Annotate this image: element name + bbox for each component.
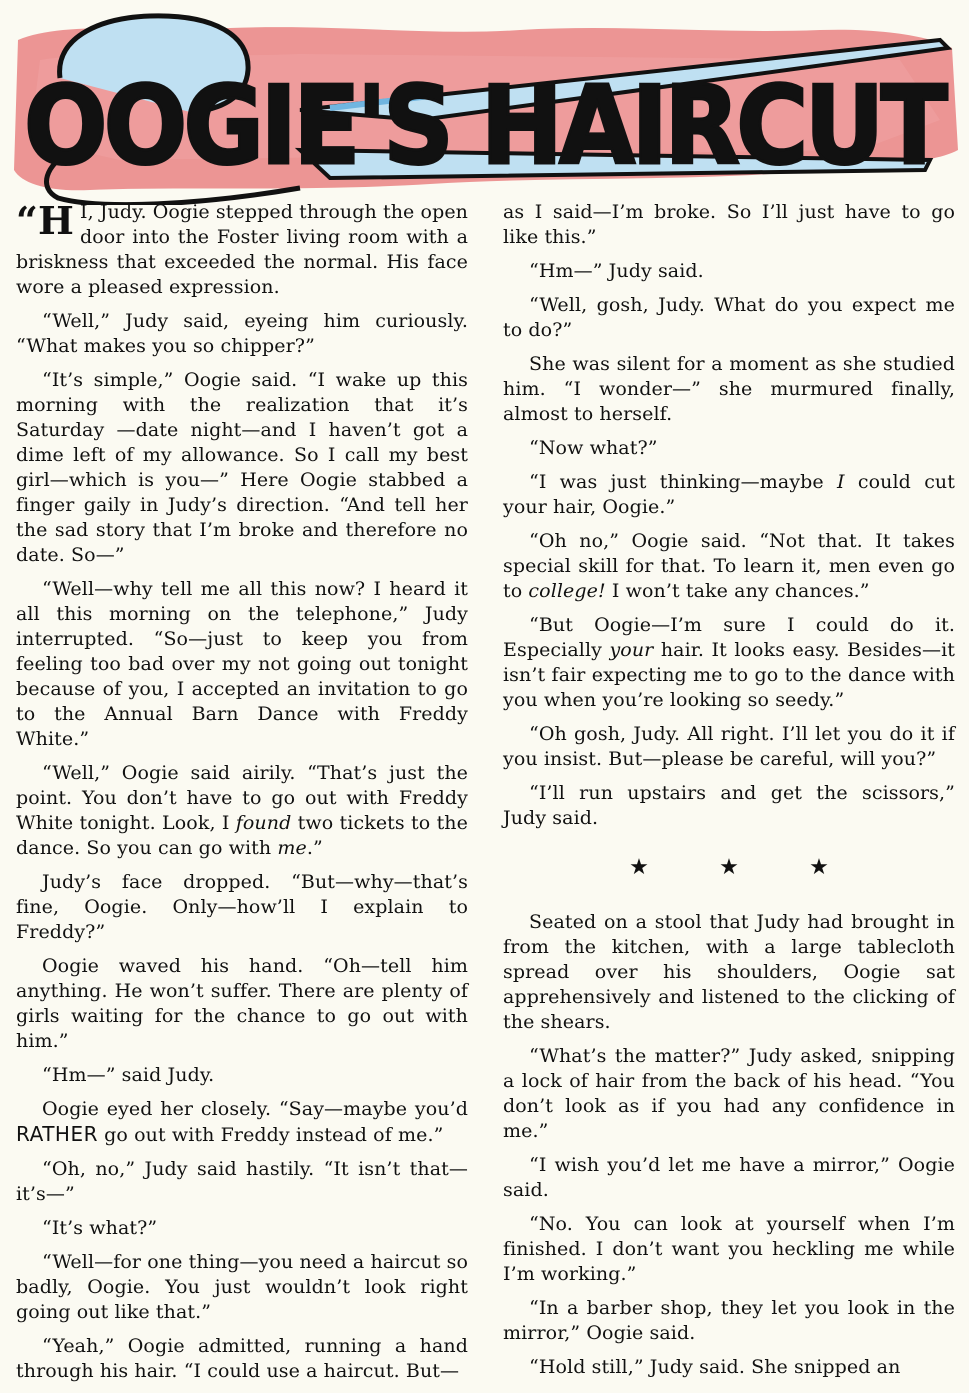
paragraph: “Hm—” Judy said. xyxy=(529,260,704,282)
paragraph: “In a barber shop, they let you look in the mirror,” Oogie said. xyxy=(503,1297,955,1344)
paragraph: “I was just thinking—maybe I could cut your hair, Oogie.” xyxy=(503,471,956,518)
paragraph: Oogie waved his hand. “Oh—tell him anything. He won’t suffer. There are plenty of girls waiting for the chance to go out with him.” xyxy=(16,955,468,1052)
star-icon: ★ xyxy=(629,855,649,880)
paragraph: “Well—why tell me all this now? I heard it all this morning on the telephone,” Judy interrupted. “So—just to keep you from feeling too bad over my not going out tonight because of you, I accepted an invitation to go to the Annual Barn Dance with Freddy White.” xyxy=(16,578,468,750)
paragraph: “Yeah,” Oogie admitted, running a hand through his hair. “I could use a haircut. But— xyxy=(16,1335,468,1382)
paragraph: as I said—I’m broke. So I’ll just have to go like this.” xyxy=(503,201,955,248)
drop-cap: “H xyxy=(16,198,74,243)
scissors-illustration xyxy=(0,0,969,205)
paragraph: “H I, Judy. Oogie stepped through the open door into the Foster living room with a briskness that exceeded the normal. His face wore a pleased expression. xyxy=(16,198,469,298)
paragraph: “It’s simple,” Oogie said. “I wake up this morning with the realization that it’s Saturday —date night—and I haven’t got a dime left of my allowance. So I call my best girl—which is you—” Here Oogie stabbed a finger gaily in Judy’s direction. “And tell her the sad story that I’m broke and therefore no date. So—” xyxy=(16,369,468,566)
paragraph: “No. You can look at yourself when I’m finished. I don’t want you heckling me while I’m working.” xyxy=(503,1213,955,1285)
paragraph: “Well—for one thing—you need a haircut so badly, Oogie. You just wouldn’t look right going out like that.” xyxy=(16,1251,468,1323)
paragraph: She was silent for a moment as she studied him. “I wonder—” she murmured finally, almost to herself. xyxy=(503,353,955,425)
paragraph: “Hold still,” Judy said. She snipped an xyxy=(529,1356,901,1378)
paragraph: Oogie eyed her closely. “Say—maybe you’d RATHER go out with Freddy instead of me.” xyxy=(16,1098,468,1146)
paragraph: “Oh, no,” Judy said hastily. “It isn’t that— it’s—” xyxy=(16,1158,468,1205)
paragraph: “Well, gosh, Judy. What do you expect me to do?” xyxy=(503,294,955,341)
paragraph: “Hm—” said Judy. xyxy=(42,1064,215,1086)
paragraph: “What’s the matter?” Judy asked, snipping a lock of hair from the back of his head. “You don’t look as if you had any confidence in me.” xyxy=(503,1045,955,1142)
section-break xyxy=(503,855,955,880)
text-column-left xyxy=(16,200,468,1393)
paragraph: “I’ll run upstairs and get the scissors,” Judy said. xyxy=(503,782,955,829)
paragraph: “Now what?” xyxy=(529,437,658,459)
star-icon: ★ xyxy=(809,855,829,880)
paragraph: “It’s what?” xyxy=(42,1217,158,1239)
paragraph: “But Oogie—I’m sure I could do it. Especially your hair. It looks easy. Besides—it isn’t fair expecting me to go to the dance with you when you’re looking so seedy.” xyxy=(503,614,955,711)
title-banner xyxy=(0,0,969,205)
story-title: OOGIE'S HAIRCUT xyxy=(24,64,948,189)
paragraph: “Well,” Judy said, eyeing him curiously. “What makes you so chipper?” xyxy=(16,310,468,357)
paragraph: Judy’s face dropped. “But—why—that’s fine, Oogie. Only—how’ll I explain to Freddy?” xyxy=(16,871,468,943)
paragraph: “Oh gosh, Judy. All right. I’ll let you do it if you insist. But—please be careful, will you?” xyxy=(503,723,955,770)
text-column-right xyxy=(503,200,955,1389)
paragraph: “I wish you’d let me have a mirror,” Oogie said. xyxy=(503,1154,955,1201)
star-icon: ★ xyxy=(719,855,739,880)
paragraph: “Oh no,” Oogie said. “Not that. It takes special skill for that. To learn it, men even go to college! I won’t take any chances.” xyxy=(503,530,955,602)
paragraph: “Well,” Oogie said airily. “That’s just the point. You don’t have to go out with Freddy White tonight. Look, I found two tickets to the dance. So you can go with me.” xyxy=(16,762,468,859)
paragraph: Seated on a stool that Judy had brought in from the kitchen, with a large tablecloth spread over his shoulders, Oogie sat apprehensively and listened to the clicking of the shears. xyxy=(503,911,955,1033)
